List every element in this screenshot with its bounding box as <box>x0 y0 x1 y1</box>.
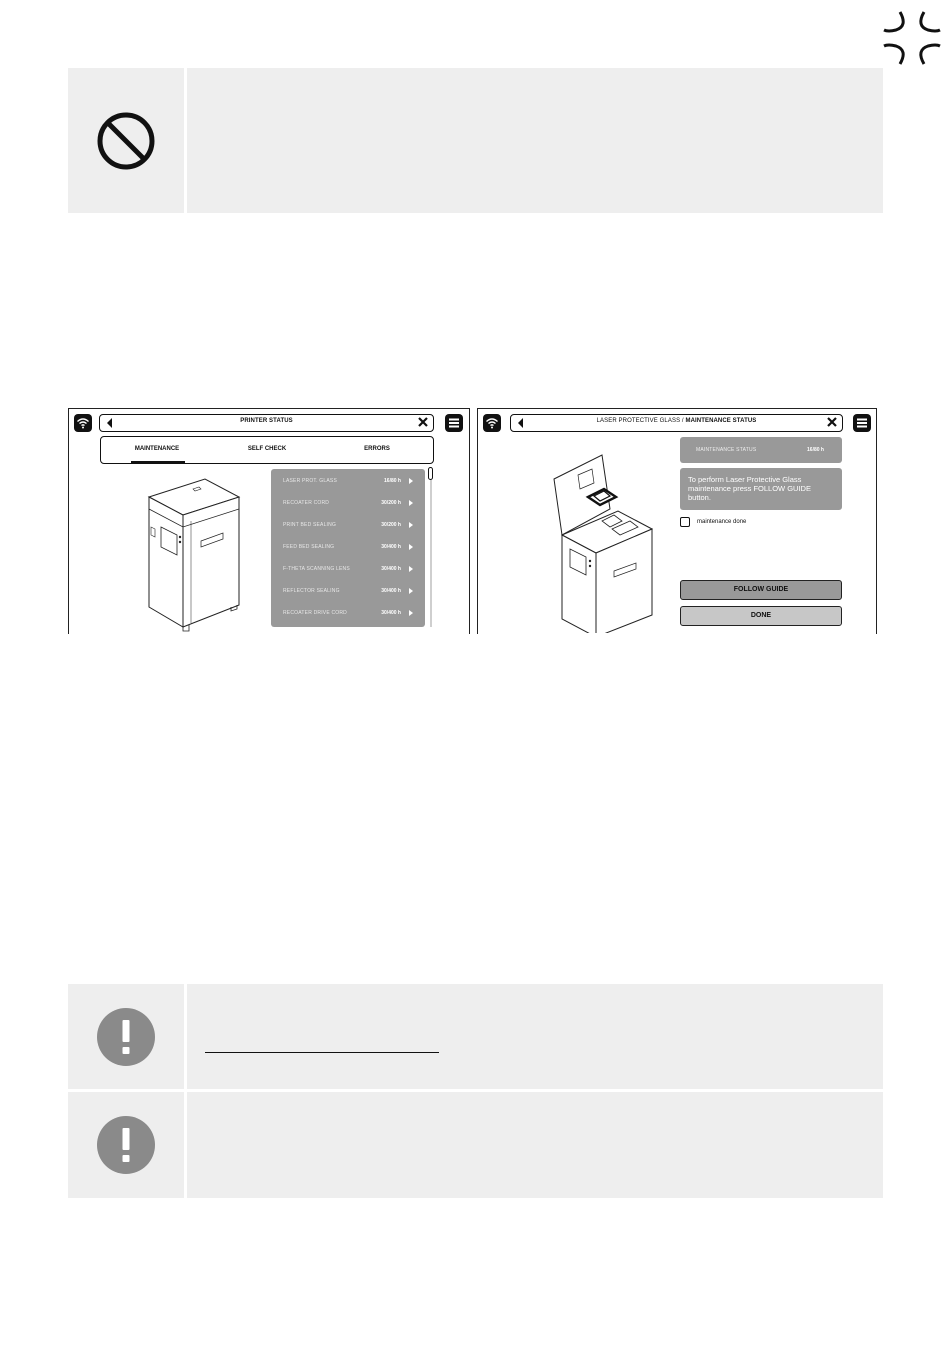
scrollbar-thumb[interactable] <box>428 467 433 480</box>
maintenance-item[interactable] <box>283 477 413 487</box>
notice-divider <box>184 68 187 213</box>
item-hours: 30/400 h <box>381 566 401 572</box>
close-icon[interactable] <box>418 417 428 427</box>
chevron-right-icon <box>409 588 413 594</box>
status-tabs <box>100 436 434 464</box>
chevron-right-icon <box>409 610 413 616</box>
maintenance-status-screen <box>477 408 877 634</box>
title-breadcrumb: LASER PROTECTIVE GLASS / <box>596 418 686 424</box>
note-notice <box>68 1092 883 1198</box>
item-hours: 30/200 h <box>381 522 401 528</box>
prohibition-notice <box>68 68 883 213</box>
follow-guide-button[interactable]: FOLLOW GUIDE <box>680 580 842 600</box>
brand-x-icon <box>882 8 942 68</box>
chevron-right-icon <box>409 478 413 484</box>
chevron-right-icon <box>409 522 413 528</box>
notice-icon-column <box>68 1092 184 1198</box>
item-label: RECOATER CORD <box>283 500 330 506</box>
wifi-icon[interactable] <box>483 414 501 432</box>
wifi-icon[interactable] <box>74 414 92 432</box>
maintenance-item[interactable] <box>283 499 413 509</box>
tab-errors[interactable]: ERRORS <box>364 446 390 452</box>
chevron-right-icon <box>409 566 413 572</box>
item-label: RECOATER DRIVE CORD <box>283 610 347 616</box>
tab-maintenance[interactable]: MAINTENANCE <box>134 446 180 452</box>
printer-status-screen <box>68 408 470 634</box>
notice-divider <box>184 1092 187 1198</box>
exclamation-icon <box>96 1007 156 1067</box>
tab-self-check[interactable]: SELF CHECK <box>247 446 287 452</box>
chevron-right-icon <box>409 544 413 550</box>
item-label: REFLECTOR SEALING <box>283 588 340 594</box>
done-button[interactable]: DONE <box>680 606 842 626</box>
screen-title: PRINTER STATUS <box>240 418 293 424</box>
maintenance-done-label: maintenance done <box>697 519 747 525</box>
item-label: FEED BED SEALING <box>283 544 335 550</box>
title-bar <box>510 414 843 432</box>
exclamation-icon <box>96 1115 156 1175</box>
maintenance-item[interactable] <box>283 609 413 619</box>
item-label: PRINT BED SEALING <box>283 522 337 528</box>
scrollbar-track[interactable] <box>430 467 432 627</box>
printer-illustration <box>141 475 251 633</box>
menu-icon[interactable] <box>853 414 871 432</box>
chevron-right-icon <box>409 500 413 506</box>
item-label: F-THETA SCANNING LENS <box>283 566 350 572</box>
item-label: LASER PROT. GLASS <box>283 478 337 484</box>
status-hours: 16/80 h <box>807 447 824 453</box>
notice-icon-column <box>68 984 184 1089</box>
active-tab-indicator <box>131 461 185 463</box>
maintenance-list <box>271 469 425 627</box>
maintenance-item[interactable] <box>283 587 413 597</box>
menu-icon[interactable] <box>445 414 463 432</box>
status-label: MAINTENANCE STATUS <box>696 447 757 453</box>
prohibited-icon <box>96 111 156 171</box>
item-hours: 30/200 h <box>381 500 401 506</box>
printer-open-lid-illustration <box>548 449 668 633</box>
close-icon[interactable] <box>827 417 837 427</box>
screen-title <box>511 418 842 424</box>
note-notice <box>68 984 883 1089</box>
item-hours: 30/400 h <box>381 588 401 594</box>
notice-divider <box>184 984 187 1089</box>
title-current: MAINTENANCE STATUS <box>685 418 757 424</box>
maintenance-status-box <box>680 437 842 463</box>
item-hours: 16/80 h <box>384 478 401 484</box>
maintenance-done-checkbox[interactable] <box>680 517 690 527</box>
link-underline[interactable] <box>205 1052 439 1053</box>
title-bar <box>99 414 434 432</box>
item-hours: 30/400 h <box>381 610 401 616</box>
notice-icon-column <box>68 68 184 213</box>
maintenance-item[interactable] <box>283 565 413 575</box>
instruction-text: To perform Laser Protective Glass maintenance press FOLLOW GUIDE button. <box>680 468 842 510</box>
item-hours: 30/400 h <box>381 544 401 550</box>
maintenance-item[interactable] <box>283 543 413 553</box>
maintenance-item[interactable] <box>283 521 413 531</box>
